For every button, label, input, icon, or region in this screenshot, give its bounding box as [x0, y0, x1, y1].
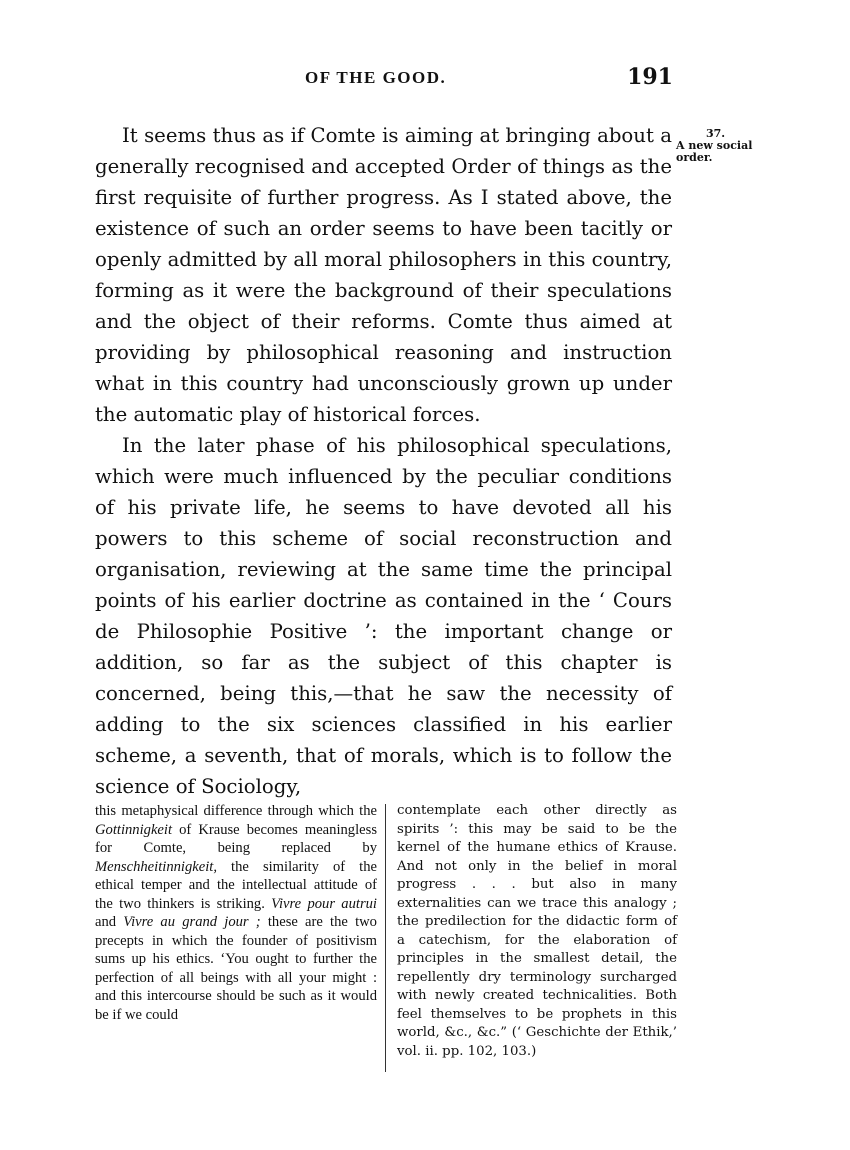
footnote-right-text: contemplate each other directly as spirits ’: this may be said to be the kernel of the humane ethics of Krause. And not only in the belief in moral progress . . . but also in many externalities can we trace this analogy ; the predilection for the didactic form of a catechism, for the elaboration of principles in the smallest detail, the repellently dry terminology surcharged with newly created technicalities. Both feel themselves to be prophets in this world, &c., &c.” (‘ Geschichte der Ethik,’ vol. ii. pp. 102, 103.): [397, 803, 677, 1059]
footnote-right-column: [397, 802, 677, 1061]
footnote-italic-term: Menschheitinnigkeit,: [95, 858, 217, 875]
paragraph-1: It seems thus as if Comte is aiming at bringing about a generally recognised and accepted Order of things as the first requisite of further progress. As I stated above, the existence of such an order seems to have been tacitly or openly admitted by all moral philosophers in this country, forming as it were the background of their speculations and the object of their reforms. Comte thus aimed at providing by philosophical reasoning and instruction what in this country had unconsciously grown up under the automatic play of historical forces.: [95, 124, 672, 426]
footnote-text: the similarity of the ethical temper and the intellectual attitude of the two thinkers is striking.: [95, 858, 377, 912]
running-head: [95, 66, 675, 94]
footnote-column-divider: [385, 804, 386, 1072]
footnote-left-text: [95, 802, 377, 1024]
footnote-text: these are the two precepts in which the founder of positivism sums up his ethics. ‘You ought to further the perfection of all beings with all your might : and this intercourse should be such as it would be if we could: [95, 914, 377, 1023]
footnote-left-column: [95, 802, 377, 1024]
margin-note-number: 37.: [706, 127, 726, 140]
margin-note: [676, 128, 786, 164]
footnote-text: and: [95, 914, 124, 930]
footnote-italic-term: Gottinnigkeit: [95, 821, 173, 838]
footnote-italic-term: Vivre au grand jour ;: [123, 914, 261, 930]
footnote-text: of Krause becomes meaningless for Comte, being replaced by: [95, 821, 377, 856]
footnotes: [95, 802, 677, 1072]
paragraph-2: In the later phase of his philosophical speculations, which were much influenced by the peculiar conditions of his private life, he seems to have devoted all his powers to this scheme of social reconstruction and organisation, reviewing at the same time the principal points of his earlier doctrine as contained in the ‘ Cours de Philosophie Positive ’: the important change or addition, so far as the subject of this chapter is concerned, being this,—that he saw the necessity of adding to the six sciences classified in his earlier scheme, a seventh, that of morals, which is to follow the science of Sociology,: [95, 434, 672, 798]
footnote-italic-term: Vivre pour autrui: [271, 895, 377, 912]
footnote-text: this metaphysical difference through which the: [95, 803, 377, 819]
margin-note-text: A new social order.: [676, 139, 753, 164]
body-text: [95, 120, 672, 802]
running-title: OF THE GOOD.: [305, 68, 447, 87]
page-number: 191: [627, 64, 673, 90]
